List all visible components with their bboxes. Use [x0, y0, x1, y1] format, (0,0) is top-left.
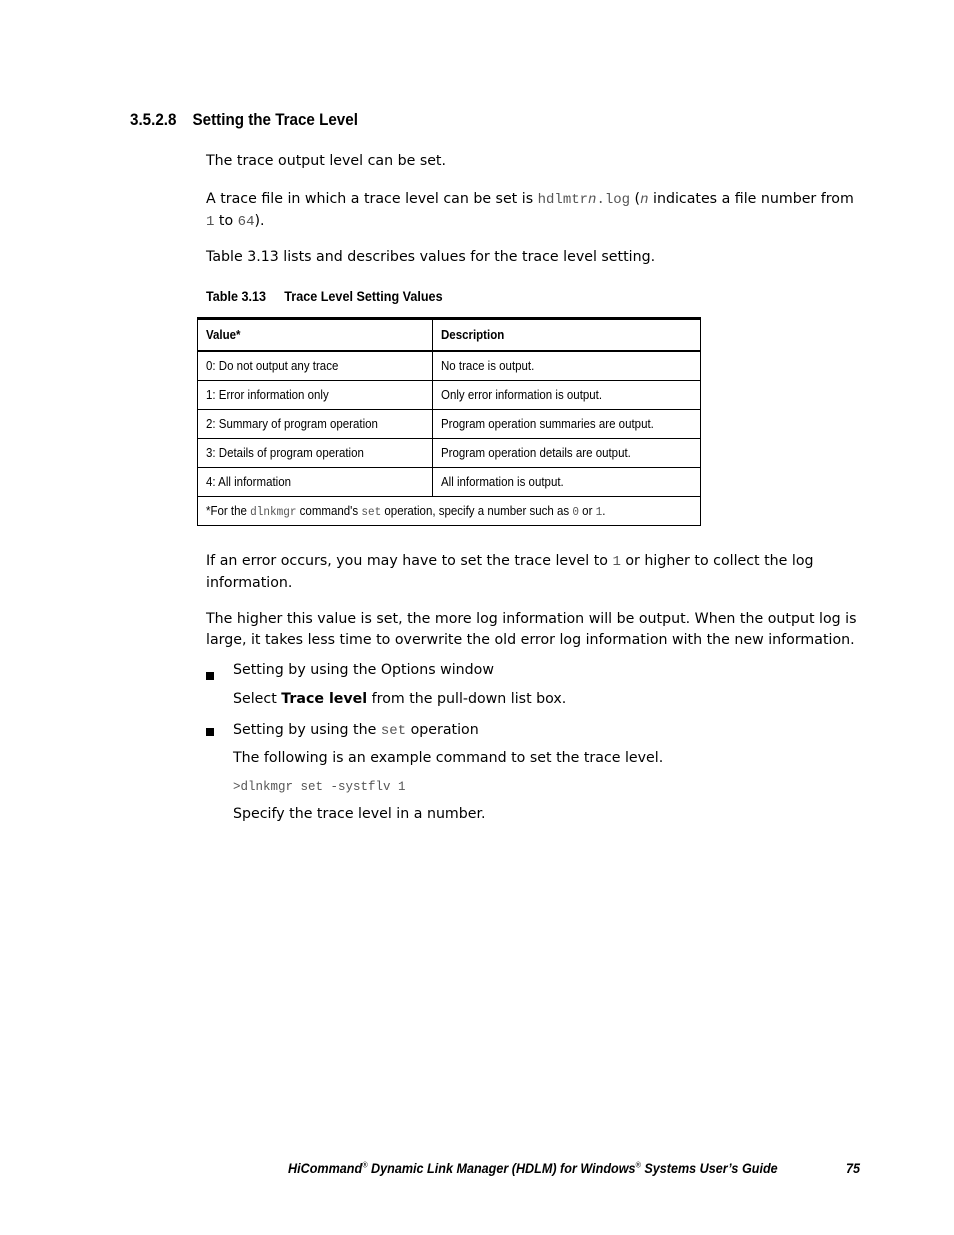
- trace-level-label: Trace level: [281, 691, 368, 707]
- bullet-square-icon: [206, 728, 214, 736]
- bullet-set-operation-title: Setting by using the set operation: [233, 722, 479, 739]
- table-note-row: [198, 497, 701, 526]
- table-cell-description: Program operation summaries are output.: [433, 410, 701, 439]
- table-caption-number: Table 3.13: [206, 288, 267, 304]
- table-cell-value: 2: Summary of program operation: [198, 410, 433, 439]
- table-row: [198, 468, 701, 497]
- table-cell-value: 3: Details of program operation: [198, 439, 433, 468]
- section-heading: [130, 111, 358, 130]
- table-row: [198, 351, 701, 381]
- section-title: Setting the Trace Level: [192, 111, 358, 129]
- intro-paragraph-1: The trace output level can be set.: [206, 153, 447, 169]
- table-cell-value: 4: All information: [198, 468, 433, 497]
- table-header-row: [198, 319, 701, 352]
- table-cell-value: 1: Error information only: [198, 381, 433, 410]
- table-cell-description: All information is output.: [433, 468, 701, 497]
- page-number: 75: [846, 1160, 861, 1176]
- trace-level-table: [197, 317, 701, 526]
- section-number: 3.5.2.8: [130, 111, 177, 129]
- log-size-paragraph: The higher this value is set, the more log information will be output. When the output log is large, it takes less time to overwrite the old error log information with the new information.: [206, 611, 857, 648]
- table-caption: [206, 288, 443, 304]
- table-footnote: *For the dlnkmgr command's set operation, specify a number such as 0 or 1.: [198, 497, 701, 526]
- bullet-set-operation-desc: The following is an example command to set the trace level.: [233, 750, 664, 766]
- table-cell-description: No trace is output.: [433, 351, 701, 381]
- bullet-options-window-desc: Select Trace level from the pull-down list box.: [233, 691, 567, 707]
- header-value: Value*: [198, 319, 433, 352]
- trace-file-name: hdlmtrn.log: [537, 192, 631, 208]
- intro-paragraph-3: Table 3.13 lists and describes values for the trace level setting.: [206, 249, 656, 265]
- footer-title: HiCommand® Dynamic Link Manager (HDLM) for Windows® Systems User’s Guide: [288, 1160, 778, 1176]
- example-command: >dlnkmgr set -systflv 1: [233, 780, 406, 794]
- table-row: [198, 439, 701, 468]
- bullet-square-icon: [206, 672, 214, 680]
- header-description: Description: [433, 319, 701, 352]
- table-caption-title: Trace Level Setting Values: [284, 288, 443, 304]
- error-paragraph: If an error occurs, you may have to set the trace level to 1 or higher to collect the log information.: [206, 553, 814, 591]
- intro-paragraph-2: A trace file in which a trace level can be set is hdlmtrn.log (n indicates a file number from 1 to 64).: [206, 191, 854, 230]
- table-cell-description: Program operation details are output.: [433, 439, 701, 468]
- bullet-options-window-title: Setting by using the Options window: [233, 662, 494, 678]
- trace-level-number-note: Specify the trace level in a number.: [233, 806, 486, 822]
- table-row: [198, 381, 701, 410]
- table-row: [198, 410, 701, 439]
- table-cell-value: 0: Do not output any trace: [198, 351, 433, 381]
- table-cell-description: Only error information is output.: [433, 381, 701, 410]
